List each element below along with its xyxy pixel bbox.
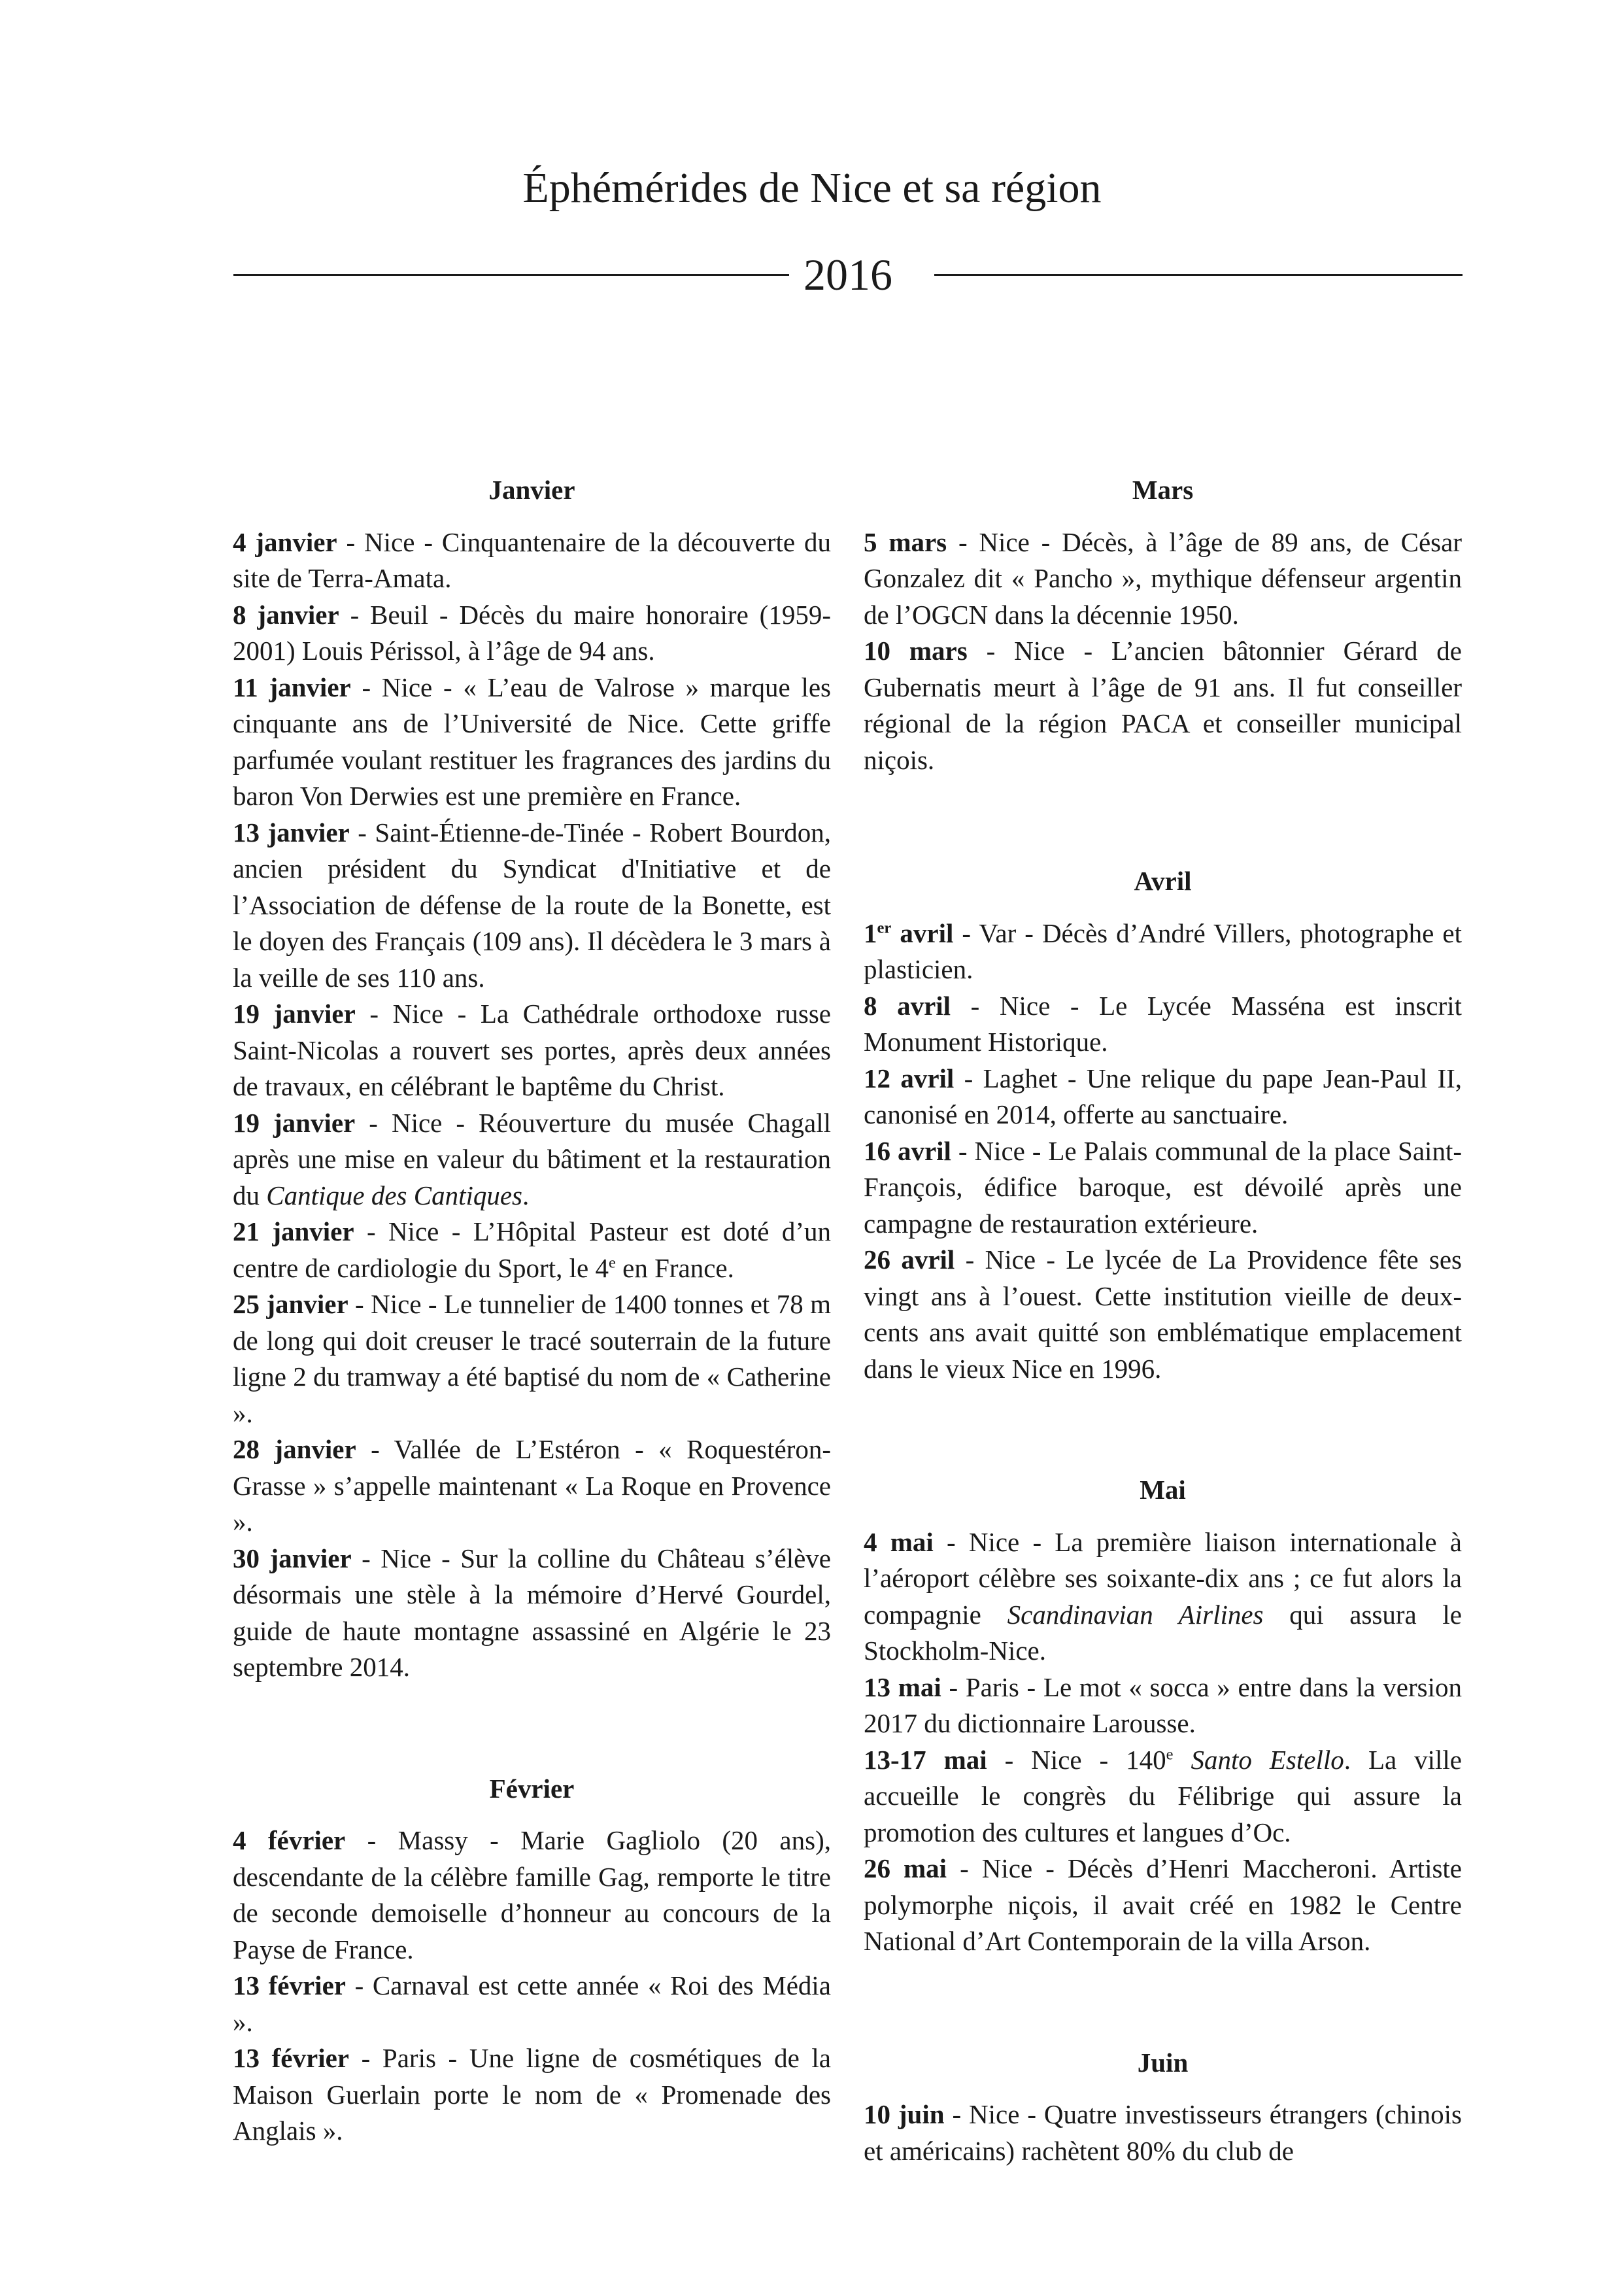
entry [864,2097,1462,2169]
year-rule-right [934,274,1463,276]
entry [233,1286,831,1431]
entry-date: 26 mai [864,1853,947,1883]
entry [864,1851,1462,1960]
entry-text: - Paris - Une ligne de cosmétiques de la Maison Guerlain porte le nom de « Promenade des Anglais ». [233,2043,831,2146]
entry [233,670,831,815]
entry-text: - Beuil - Décès du maire honoraire (1959-2001) Louis Périssol, à l’âge de 94 ans. [233,599,831,666]
entry-text: - Nice - Quatre investisseurs étrangers (chinois et américains) rachètent 80% du club de [864,2099,1462,2166]
entry-text: qui assura le Stockholm-Nice. [864,1599,1462,1666]
entry [864,1061,1462,1133]
entry-text: - Nice - Le tunnelier de 1400 tonnes et 78 m de long qui doit creuser le tracé souterrain de la future ligne 2 du tramway a été baptisé du nom de « Catherine ». [233,1289,831,1428]
entry-date: 8 avril [864,990,951,1021]
entry [864,1242,1462,1387]
entry-date: 4 janvier [233,526,337,557]
entry-date: 10 juin [864,2099,945,2129]
entry-text: - Nice - La Cathédrale orthodoxe russe Saint-Nicolas a rouvert ses portes, après deux années de travaux, en célébrant le baptême du Christ. [233,999,831,1101]
entry-text: - Nice - Cinquantenaire de la découverte du site de Terra-Amata. [233,526,831,593]
entry [233,1431,831,1541]
entry [233,2040,831,2150]
month-heading: Janvier [488,475,575,505]
entry-date-day: 1 [864,917,877,948]
entry-date-month: avril [891,917,954,948]
month-heading: Avril [1134,866,1192,896]
entry-text: - Nice - L’Hôpital Pasteur est doté d’un centre de cardiologie du Sport, le 4 [233,1216,831,1283]
month-section-janvier [233,472,831,1686]
year-banner [233,247,1463,302]
entry-date: 13-17 mai [864,1744,987,1775]
entry-text: - Carnaval est cette année « Roi des Média ». [233,1970,831,2037]
entry [864,633,1462,778]
entry [864,1133,1462,1242]
entry [864,1742,1462,1851]
entry-text: - Nice - Le lycée de La Providence fête ses vingt ans à l’ouest. Cette institution vieille de deux-cents ans avait quitté son emblématique emplacement dans le vieux Nice en 1996. [864,1244,1462,1384]
entry-text: - Massy - Marie Gagliolo (20 ans), descendante de la célèbre famille Gag, remporte le titre de seconde demoiselle d’honneur au concours de la Payse de France. [233,1825,831,1964]
entry [864,1524,1462,1670]
entry [233,1968,831,2040]
entry [233,815,831,997]
entry-date: 25 janvier [233,1289,348,1319]
month-heading: Juin [1137,2047,1189,2078]
month-section-mai [864,1472,1462,1960]
entry-date: 8 janvier [233,599,339,630]
entry-date: 13 février [233,1970,346,2000]
month-section-fevrier [233,1771,831,2150]
entry-text: - Nice - « L’eau de Valrose » marque les cinquante ans de l’Université de Nice. Cette griffe parfumée voulant restituer les fragrances des jardins du baron Von Derwies est une première en France. [233,672,831,811]
month-heading: Mars [1132,475,1194,505]
month-heading: Février [489,1773,575,1804]
entry-date: 30 janvier [233,1543,352,1573]
entry-text [1174,1745,1191,1775]
page-title: Éphémérides de Nice et sa région [522,164,1102,212]
entry-date: 4 mai [864,1526,934,1557]
year-label: 2016 [804,250,892,300]
entry [233,996,831,1105]
entry-date: 11 janvier [233,672,351,702]
entry [233,1541,831,1686]
entry-text: - Nice - L’ancien bâtonnier Gérard de Gubernatis meurt à l’âge de 91 ans. Il fut conseiller régional de la région PACA et conseiller municipal niçois. [864,636,1462,775]
entry-text: - Nice - 140 [987,1744,1166,1775]
entry-text: - Nice - La première liaison internationale à l’aéroport célèbre ses soixante-dix ans ; ce fut alors la compagnie [864,1526,1462,1630]
entry-text: - Nice - Sur la colline du Château s’élève désormais une stèle à la mémoire d’Hervé Gourdel, guide de haute montagne assassiné en Algérie le 23 septembre 2014. [233,1543,831,1682]
entry-date: 4 février [233,1825,346,1855]
entry-date: 12 avril [864,1063,955,1093]
entry [233,1214,831,1286]
entry-date: 10 mars [864,636,968,666]
entry [864,524,1462,634]
entry-text: en France. [615,1252,734,1283]
left-column [233,472,831,2150]
right-column [864,472,1462,2169]
entry [233,524,831,597]
month-heading: Mai [1140,1475,1186,1505]
entry-italic-title: Santo Estello [1191,1744,1344,1775]
entry-date: 13 mai [864,1671,941,1702]
entry-italic-title: Scandinavian Airlines [1007,1599,1264,1630]
entry-date: 28 janvier [233,1434,356,1464]
entry-text: - Nice - Réouverture du musée Chagall après une mise en valeur du bâtiment et la restauration du [233,1107,831,1210]
entry [233,1823,831,1968]
month-section-juin [864,2045,1462,2170]
entry [233,1105,831,1214]
entry-text: - Paris - Le mot « socca » entre dans la version 2017 du dictionnaire Larousse. [864,1671,1463,1738]
entry-text: - Nice - Le Palais communal de la place Saint-François, édifice baroque, est dévoilé après une campagne de restauration extérieure. [864,1135,1462,1239]
entry [864,988,1462,1061]
entry-text: - Laghet - Une relique du pape Jean-Paul II, canonisé en 2014, offerte au sanctuaire. [864,1063,1463,1129]
entry-date [864,918,953,948]
entry [864,1670,1462,1742]
ordinal-suffix: e [1166,1745,1174,1763]
entry-italic-title: Cantique des Cantiques [266,1180,523,1210]
entry-date: 21 janvier [233,1216,354,1246]
entry-date: 26 avril [864,1244,955,1275]
entry-text: - Saint-Étienne-de-Tinée - Robert Bourdon, ancien président du Syndicat d'Initiative et de l’Association de défense de la route de la Bonette, est le doyen des Français (109 ans). Il décèdera le 3 mars à la veille de ses 110 ans. [233,817,831,993]
entry-date: 13 janvier [233,817,350,848]
ordinal-suffix: e [608,1253,616,1271]
entry-text: - Nice - Le Lycée Masséna est inscrit Monument Historique. [864,990,1462,1057]
entry-date: 19 janvier [233,999,356,1029]
entry-text: . La ville accueille le congrès du Félibrige qui assure la promotion des cultures et langues d’Oc. [864,1744,1463,1847]
month-section-avril [864,863,1462,1387]
entry-date: 5 mars [864,526,947,557]
entry-text: - Var - Décès d’André Villers, photographe et plasticien. [864,917,1462,984]
entry-date: 19 janvier [233,1107,356,1138]
entry-date: 13 février [233,2043,349,2073]
entry-text: - Vallée de L’Estéron - « Roquestéron-Grasse » s’appelle maintenant « La Roque en Provence ». [233,1434,831,1537]
entry-text: - Nice - Décès d’Henri Maccheroni. Artiste polymorphe niçois, il avait créé en 1982 le Centre National d’Art Contemporain de la villa Arson. [864,1853,1463,1956]
entry-date: 16 avril [864,1135,951,1166]
entry [233,597,831,670]
entry-text: . [522,1180,530,1210]
entry-text: - Nice - Décès, à l’âge de 89 ans, de César Gonzalez dit « Pancho », mythique défenseur argentin de l’OGCN dans la décennie 1950. [864,526,1462,630]
entry [864,916,1462,988]
month-section-mars [864,472,1462,778]
ordinal-suffix: er [877,918,892,936]
